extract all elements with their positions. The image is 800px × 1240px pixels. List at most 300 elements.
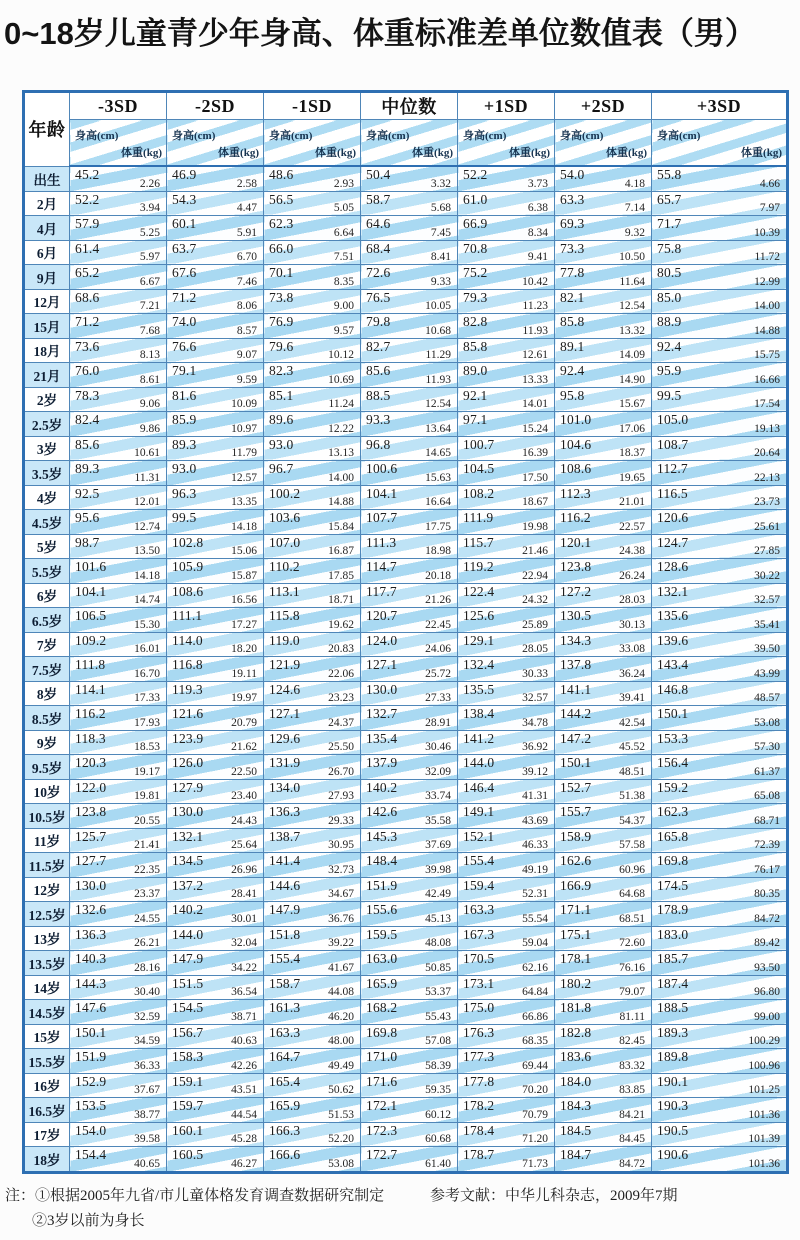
weight-value: 15.67 [619, 398, 645, 410]
height-value: 77.8 [560, 265, 585, 280]
weight-value: 84.21 [619, 1108, 645, 1121]
height-value: 56.5 [269, 191, 294, 207]
height-value: 159.7 [172, 1098, 204, 1113]
weight-value: 14.88 [754, 324, 780, 337]
data-cell [70, 632, 167, 657]
height-value: 75.8 [657, 240, 682, 256]
sd-header-1: -3SD [70, 92, 167, 120]
weight-value: 59.04 [522, 937, 548, 949]
height-value: 116.5 [657, 485, 688, 501]
height-value: 132.6 [75, 902, 107, 917]
weight-value: 17.93 [134, 716, 160, 729]
weight-value: 68.51 [619, 912, 645, 925]
data-cell [458, 1147, 555, 1173]
data-cell [70, 1147, 167, 1173]
height-value: 119.2 [463, 559, 494, 574]
weight-value: 6.38 [527, 202, 548, 214]
weight-value: 5.25 [139, 226, 160, 239]
data-cell [555, 632, 652, 657]
height-weight-subheader [167, 120, 264, 167]
height-value: 82.3 [269, 363, 294, 378]
data-cell [70, 926, 167, 951]
height-value: 57.9 [75, 216, 100, 231]
weight-value: 14.18 [231, 520, 257, 533]
footnote-line-1: 注：①根据2005年九省/市儿童体格发育调查数据研究制定 [5, 1188, 385, 1204]
data-cell [167, 975, 264, 1000]
data-cell [458, 902, 555, 927]
age-cell: 10岁 [24, 779, 70, 804]
data-cell [555, 706, 652, 731]
data-cell [458, 608, 555, 633]
weight-value: 84.72 [619, 1157, 645, 1170]
table-row [24, 632, 788, 657]
weight-value: 8.06 [236, 300, 257, 312]
table-row [24, 706, 788, 731]
height-value: 52.2 [75, 191, 100, 207]
weight-value: 13.35 [231, 496, 257, 508]
weight-value: 25.50 [328, 741, 354, 753]
data-cell [167, 216, 264, 241]
data-cell [264, 534, 361, 559]
data-cell [555, 1024, 652, 1049]
data-cell [167, 1122, 264, 1147]
data-cell [167, 755, 264, 780]
height-value: 127.1 [366, 657, 398, 672]
weight-value: 19.62 [328, 618, 354, 631]
weight-value: 15.84 [328, 520, 354, 533]
weight-value: 100.96 [748, 1059, 780, 1072]
height-value: 142.6 [366, 804, 398, 819]
age-cell: 9.5岁 [24, 755, 70, 780]
weight-value: 14.74 [134, 594, 160, 606]
data-cell [167, 559, 264, 584]
table-row [24, 853, 788, 878]
height-value: 81.6 [172, 387, 197, 403]
weight-value: 16.87 [328, 545, 354, 557]
data-cell [264, 338, 361, 363]
height-value: 147.9 [172, 951, 204, 966]
height-value: 173.1 [463, 975, 495, 991]
height-value: 121.6 [172, 706, 204, 721]
data-cell [70, 485, 167, 510]
height-value: 171.6 [366, 1073, 398, 1089]
data-cell [70, 657, 167, 682]
data-cell [70, 1024, 167, 1049]
height-value: 89.0 [463, 363, 488, 378]
height-value: 85.6 [75, 436, 100, 452]
height-value: 168.2 [366, 1000, 398, 1015]
age-cell: 21月 [24, 363, 70, 388]
height-value: 132.4 [463, 657, 495, 672]
height-value: 190.1 [657, 1073, 689, 1089]
table-row [24, 436, 788, 461]
data-cell [555, 926, 652, 951]
height-unit-label: 身高(cm) [366, 130, 410, 142]
weight-value: 72.39 [754, 839, 780, 851]
data-cell [555, 461, 652, 486]
height-weight-subheader [458, 120, 555, 167]
data-cell [555, 510, 652, 535]
weight-value: 28.91 [425, 716, 451, 729]
height-value: 100.6 [366, 461, 398, 476]
data-cell [167, 436, 264, 461]
data-cell [652, 1000, 788, 1025]
height-value: 68.4 [366, 240, 391, 256]
data-cell [167, 902, 264, 927]
height-value: 116.2 [560, 510, 591, 525]
data-cell [70, 265, 167, 290]
height-value: 116.2 [75, 706, 106, 721]
height-value: 135.4 [366, 730, 398, 746]
data-cell [167, 730, 264, 755]
data-cell [70, 461, 167, 486]
weight-value: 17.33 [134, 692, 160, 704]
data-cell [458, 387, 555, 412]
weight-value: 46.27 [231, 1157, 257, 1170]
height-value: 92.5 [75, 485, 100, 501]
data-cell [555, 1098, 652, 1123]
height-value: 69.3 [560, 216, 585, 231]
weight-value: 48.08 [425, 937, 451, 949]
height-value: 73.3 [560, 240, 585, 256]
height-value: 152.7 [560, 779, 592, 795]
data-cell [264, 902, 361, 927]
weight-value: 16.01 [134, 643, 160, 655]
weight-value: 13.33 [522, 373, 548, 386]
height-value: 108.6 [172, 583, 204, 599]
data-cell [361, 1098, 458, 1123]
height-value: 76.0 [75, 363, 100, 378]
weight-value: 14.65 [425, 447, 451, 459]
data-cell [361, 853, 458, 878]
weight-value: 20.79 [231, 716, 257, 729]
data-cell [458, 779, 555, 804]
age-cell: 7岁 [24, 632, 70, 657]
weight-value: 18.53 [134, 741, 160, 753]
weight-value: 14.88 [328, 496, 354, 508]
weight-value: 26.96 [231, 863, 257, 876]
data-cell [167, 289, 264, 314]
table-row [24, 1098, 788, 1123]
weight-value: 12.74 [134, 520, 160, 533]
height-value: 79.3 [463, 289, 488, 305]
age-cell: 5.5岁 [24, 559, 70, 584]
data-cell [264, 877, 361, 902]
height-weight-subheader [264, 120, 361, 167]
height-value: 114.0 [172, 632, 203, 648]
data-cell [458, 436, 555, 461]
weight-value: 39.41 [619, 692, 645, 704]
footnotes [5, 1184, 384, 1234]
height-value: 48.6 [269, 167, 294, 182]
weight-value: 71.20 [522, 1133, 548, 1145]
height-value: 144.0 [172, 926, 204, 942]
data-cell [458, 706, 555, 731]
weight-value: 93.50 [754, 961, 780, 974]
height-value: 178.9 [657, 902, 689, 917]
weight-value: 15.63 [425, 471, 451, 484]
data-cell [167, 387, 264, 412]
height-value: 88.5 [366, 387, 391, 403]
data-cell [361, 755, 458, 780]
height-value: 122.0 [75, 779, 107, 795]
data-cell [652, 338, 788, 363]
data-cell [458, 338, 555, 363]
data-cell [361, 412, 458, 437]
height-unit-label: 身高(cm) [172, 130, 216, 142]
height-value: 100.7 [463, 436, 495, 452]
height-value: 74.0 [172, 314, 197, 329]
data-cell [555, 1122, 652, 1147]
data-cell [555, 485, 652, 510]
data-cell [458, 730, 555, 755]
weight-value: 32.57 [754, 594, 780, 606]
height-value: 163.3 [269, 1024, 301, 1040]
height-value: 140.2 [172, 902, 204, 917]
weight-value: 43.69 [522, 814, 548, 827]
table-row [24, 338, 788, 363]
weight-value: 39.58 [134, 1133, 160, 1145]
height-value: 149.1 [463, 804, 495, 819]
weight-value: 43.99 [754, 667, 780, 680]
weight-value: 80.35 [754, 888, 780, 900]
weight-value: 11.24 [328, 398, 354, 410]
data-cell [264, 926, 361, 951]
height-value: 107.0 [269, 534, 301, 550]
table-row [24, 1147, 788, 1173]
data-cell [652, 1073, 788, 1098]
height-value: 165.4 [269, 1073, 301, 1089]
data-cell [361, 706, 458, 731]
height-value: 146.8 [657, 681, 689, 697]
weight-value: 71.73 [522, 1157, 548, 1170]
weight-value: 36.33 [134, 1059, 160, 1072]
height-value: 78.3 [75, 387, 100, 403]
data-cell [652, 853, 788, 878]
data-cell [555, 828, 652, 853]
age-cell: 9月 [24, 265, 70, 290]
weight-value: 48.51 [619, 765, 645, 778]
data-cell [264, 804, 361, 829]
weight-value: 101.36 [748, 1157, 780, 1170]
height-value: 99.5 [657, 387, 682, 403]
height-value: 144.0 [463, 755, 495, 770]
weight-value: 3.32 [430, 177, 451, 190]
height-value: 178.4 [463, 1122, 495, 1138]
data-cell [167, 1147, 264, 1173]
weight-value: 9.32 [624, 226, 645, 239]
weight-value: 5.97 [139, 251, 160, 263]
weight-value: 11.23 [522, 300, 548, 312]
weight-value: 55.54 [522, 912, 548, 925]
weight-value: 32.09 [425, 765, 451, 778]
weight-value: 5.91 [236, 226, 257, 239]
data-cell [458, 166, 555, 191]
weight-value: 12.61 [522, 349, 548, 361]
data-cell [652, 485, 788, 510]
age-cell: 6岁 [24, 583, 70, 608]
height-value: 61.0 [463, 191, 488, 207]
weight-value: 11.93 [425, 373, 451, 386]
height-value: 112.7 [657, 461, 688, 476]
weight-value: 101.25 [748, 1084, 780, 1096]
data-cell [361, 314, 458, 339]
age-cell: 18岁 [24, 1147, 70, 1173]
height-value: 98.7 [75, 534, 100, 550]
data-cell [167, 166, 264, 191]
weight-unit-label: 体重(kg) [315, 147, 356, 159]
weight-value: 4.66 [759, 177, 780, 190]
height-value: 122.4 [463, 583, 495, 599]
weight-value: 27.85 [754, 545, 780, 557]
data-cell [458, 191, 555, 216]
data-cell [361, 951, 458, 976]
age-cell: 13.5岁 [24, 951, 70, 976]
height-value: 171.1 [560, 902, 592, 917]
table-row [24, 240, 788, 265]
height-value: 174.5 [657, 877, 689, 893]
data-cell [652, 951, 788, 976]
data-cell [652, 902, 788, 927]
data-cell [555, 289, 652, 314]
data-cell [167, 265, 264, 290]
data-cell [458, 534, 555, 559]
age-cell: 4.5岁 [24, 510, 70, 535]
weight-value: 10.12 [328, 349, 354, 361]
height-value: 85.8 [463, 338, 488, 354]
height-value: 100.2 [269, 485, 301, 501]
height-value: 158.9 [560, 828, 592, 844]
weight-value: 24.43 [231, 814, 257, 827]
weight-value: 19.98 [522, 520, 548, 533]
weight-value: 6.70 [236, 251, 257, 263]
weight-value: 11.29 [425, 349, 451, 361]
height-value: 93.3 [366, 412, 391, 427]
weight-value: 45.52 [619, 741, 645, 753]
weight-value: 6.67 [139, 275, 160, 288]
height-value: 165.9 [269, 1098, 301, 1113]
data-cell [652, 534, 788, 559]
weight-value: 30.22 [754, 569, 780, 582]
height-weight-subheader [555, 120, 652, 167]
data-cell [652, 191, 788, 216]
height-value: 105.9 [172, 559, 204, 574]
data-cell [458, 877, 555, 902]
height-value: 159.2 [657, 779, 689, 795]
data-cell [167, 1049, 264, 1074]
data-cell [652, 166, 788, 191]
data-cell [361, 926, 458, 951]
data-cell [70, 289, 167, 314]
data-cell [652, 583, 788, 608]
data-cell [361, 461, 458, 486]
weight-value: 22.57 [619, 520, 645, 533]
height-value: 189.3 [657, 1024, 689, 1040]
weight-value: 14.00 [754, 300, 780, 312]
data-cell [70, 338, 167, 363]
height-value: 156.7 [172, 1024, 204, 1040]
table-row [24, 608, 788, 633]
height-value: 140.3 [75, 951, 107, 966]
data-cell [264, 166, 361, 191]
weight-value: 15.87 [231, 569, 257, 582]
data-cell [70, 951, 167, 976]
data-cell [555, 779, 652, 804]
data-cell [458, 583, 555, 608]
height-value: 63.7 [172, 240, 197, 256]
sd-header-7: +3SD [652, 92, 788, 120]
height-value: 140.2 [366, 779, 398, 795]
weight-value: 24.55 [134, 912, 160, 925]
data-cell [167, 412, 264, 437]
height-value: 141.2 [463, 730, 495, 746]
weight-value: 46.20 [328, 1010, 354, 1023]
data-cell [70, 804, 167, 829]
height-value: 108.6 [560, 461, 592, 476]
height-value: 152.1 [463, 828, 495, 844]
height-value: 154.4 [75, 1147, 107, 1162]
data-cell [70, 314, 167, 339]
height-value: 136.3 [269, 804, 301, 819]
weight-value: 32.73 [328, 863, 354, 876]
height-value: 82.4 [75, 412, 100, 427]
weight-value: 16.70 [134, 667, 160, 680]
height-value: 150.1 [560, 755, 592, 770]
data-cell [167, 534, 264, 559]
height-value: 127.2 [560, 583, 592, 599]
data-cell [167, 828, 264, 853]
data-cell [264, 216, 361, 241]
data-cell [361, 657, 458, 682]
data-cell [167, 706, 264, 731]
weight-value: 83.32 [619, 1059, 645, 1072]
height-unit-label: 身高(cm) [269, 130, 313, 142]
data-cell [361, 730, 458, 755]
table-row [24, 926, 788, 951]
height-value: 185.7 [657, 951, 689, 966]
data-cell [652, 265, 788, 290]
height-value: 158.7 [269, 975, 301, 991]
weight-value: 8.35 [333, 275, 354, 288]
data-cell [264, 828, 361, 853]
data-cell [652, 706, 788, 731]
weight-value: 2.58 [236, 177, 257, 190]
weight-unit-label: 体重(kg) [741, 147, 782, 159]
weight-value: 7.46 [236, 275, 257, 288]
height-value: 50.4 [366, 167, 391, 182]
height-value: 102.8 [172, 534, 204, 550]
height-value: 54.0 [560, 167, 585, 182]
weight-value: 79.07 [619, 986, 645, 998]
weight-value: 32.04 [231, 937, 257, 949]
height-value: 120.6 [657, 510, 689, 525]
sd-header-6: +2SD [555, 92, 652, 120]
height-value: 153.5 [75, 1098, 107, 1113]
height-value: 154.5 [172, 1000, 204, 1015]
data-cell [652, 828, 788, 853]
weight-value: 36.76 [328, 912, 354, 925]
height-value: 85.6 [366, 363, 391, 378]
height-value: 166.9 [560, 877, 592, 893]
height-value: 150.1 [657, 706, 689, 721]
height-value: 188.5 [657, 1000, 689, 1015]
weight-value: 17.54 [754, 398, 780, 410]
weight-value: 18.71 [328, 594, 354, 606]
height-value: 132.1 [657, 583, 689, 599]
height-value: 76.6 [172, 338, 197, 354]
height-value: 123.8 [560, 559, 592, 574]
height-value: 61.4 [75, 240, 100, 256]
